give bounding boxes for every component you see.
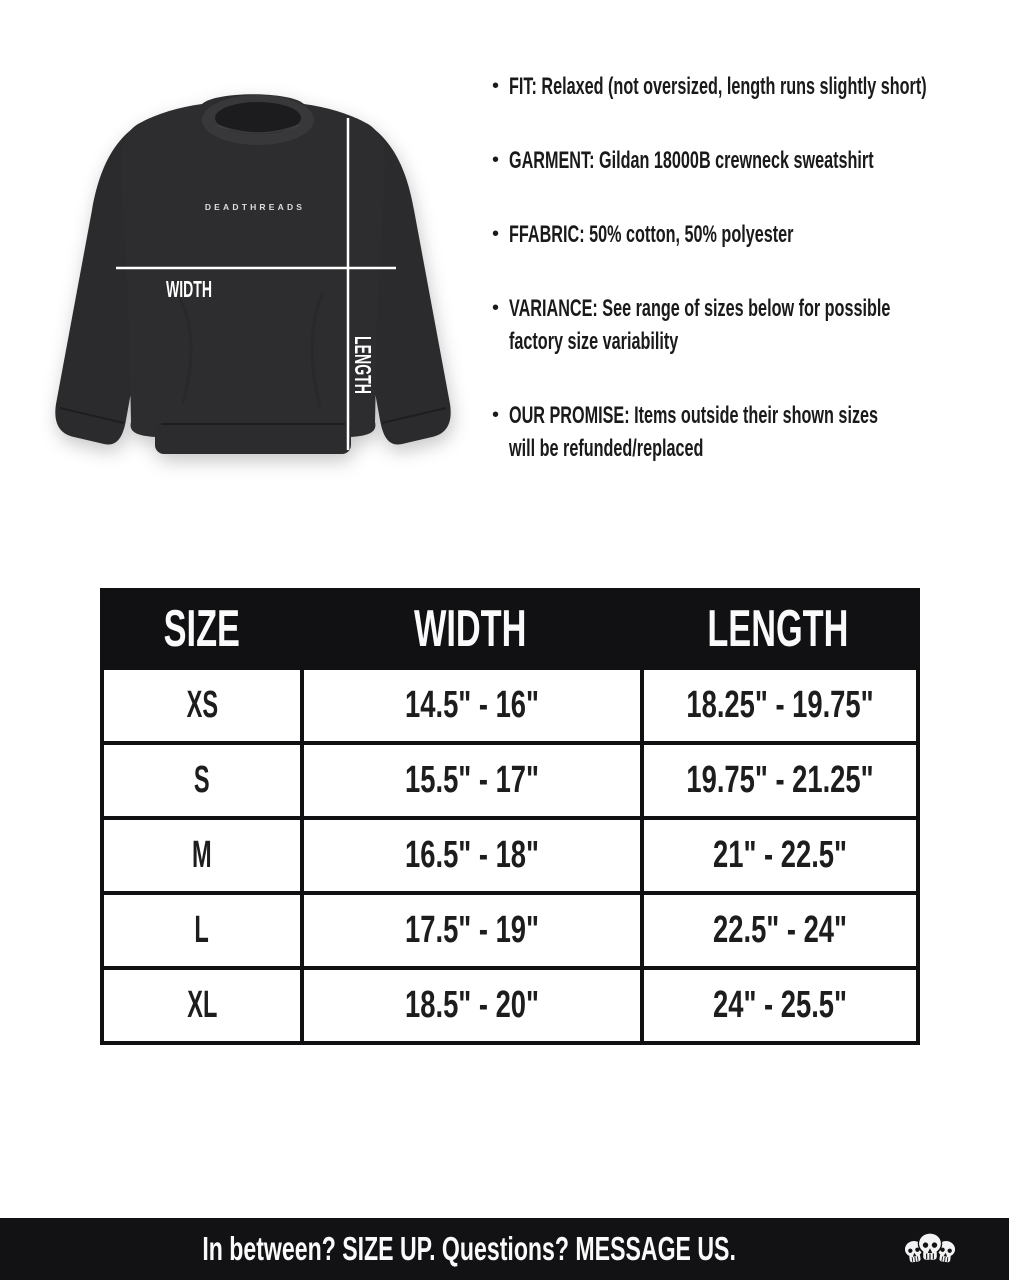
width-cell: [300, 970, 640, 1041]
size-value: S: [194, 759, 210, 801]
footer-bar: [0, 1218, 1009, 1280]
length-cell: [640, 745, 916, 816]
detail-item-garment: [492, 144, 1009, 177]
detail-text: FIT: Relaxed (not oversized, length runs slightly short): [509, 73, 927, 100]
width-value: 18.5" - 20": [405, 984, 539, 1026]
detail-item-fabric: [492, 218, 1009, 251]
size-cell: [104, 745, 300, 816]
header-size: [104, 592, 300, 666]
length-value: 21" - 22.5": [713, 834, 847, 876]
detail-text: OUR PROMISE: Items outside their shown sizes: [509, 402, 879, 429]
table-row-xs: [104, 666, 916, 741]
size-chart-table: [100, 588, 920, 1045]
header-size-label: SIZE: [163, 600, 241, 658]
table-row-m: [104, 816, 916, 891]
width-value: 15.5" - 17": [405, 759, 539, 801]
length-value: 18.25" - 19.75": [686, 684, 874, 726]
sweatshirt-waistband: [155, 420, 351, 454]
length-value: 24" - 25.5": [713, 984, 847, 1026]
detail-item-promise: [492, 399, 1009, 465]
length-value: 22.5" - 24": [713, 909, 847, 951]
size-cell: [104, 970, 300, 1041]
bullet-icon: •: [492, 223, 500, 245]
brand-wordmark: DEADTHREADS: [204, 202, 306, 212]
header-length: [640, 592, 916, 666]
width-cell: [300, 745, 640, 816]
detail-text: GARMENT: Gildan 18000B crewneck sweatshirt: [509, 147, 874, 174]
header-length-label: LENGTH: [707, 600, 849, 658]
width-cell: [300, 820, 640, 891]
length-value: 19.75" - 21.25": [686, 759, 874, 801]
detail-text: will be refunded/replaced: [509, 435, 704, 462]
width-measure-label: WIDTH: [166, 276, 212, 302]
size-value: M: [192, 834, 212, 876]
footer-message: In between? SIZE UP. Questions? MESSAGE US.: [202, 1230, 737, 1267]
sweatshirt-body: [121, 94, 385, 439]
table-row-xl: [104, 966, 916, 1041]
product-details-list: [492, 70, 1009, 506]
size-cell: [104, 670, 300, 741]
product-photo: [8, 78, 478, 478]
width-cell: [300, 670, 640, 741]
size-cell: [104, 820, 300, 891]
length-cell: [640, 820, 916, 891]
size-value: XS: [186, 684, 218, 726]
width-cell: [300, 895, 640, 966]
bullet-icon: •: [492, 297, 500, 319]
length-cell: [640, 895, 916, 966]
sweatshirt-illustration: [8, 78, 478, 478]
width-value: 16.5" - 18": [405, 834, 539, 876]
bullet-icon: •: [492, 149, 500, 171]
length-cell: [640, 670, 916, 741]
bullet-icon: •: [492, 75, 500, 97]
size-value: XL: [186, 984, 218, 1026]
length-measure-label: LENGTH: [350, 336, 376, 431]
table-row-s: [104, 741, 916, 816]
detail-item-variance: [492, 292, 1009, 358]
table-header-row: [104, 592, 916, 666]
header-width-label: WIDTH: [413, 600, 527, 658]
length-cell: [640, 970, 916, 1041]
table-row-l: [104, 891, 916, 966]
detail-text: VARIANCE: See range of sizes below for possible: [509, 295, 891, 322]
header-width: [300, 592, 640, 666]
size-value: L: [194, 909, 210, 951]
detail-text: factory size variability: [509, 328, 679, 355]
width-value: 17.5" - 19": [405, 909, 539, 951]
width-value: 14.5" - 16": [405, 684, 539, 726]
detail-text: FFABRIC: 50% cotton, 50% polyester: [509, 221, 794, 248]
three-skulls-icon: [901, 1227, 959, 1271]
size-cell: [104, 895, 300, 966]
detail-item-fit: [492, 70, 1009, 103]
bullet-icon: •: [492, 404, 500, 426]
